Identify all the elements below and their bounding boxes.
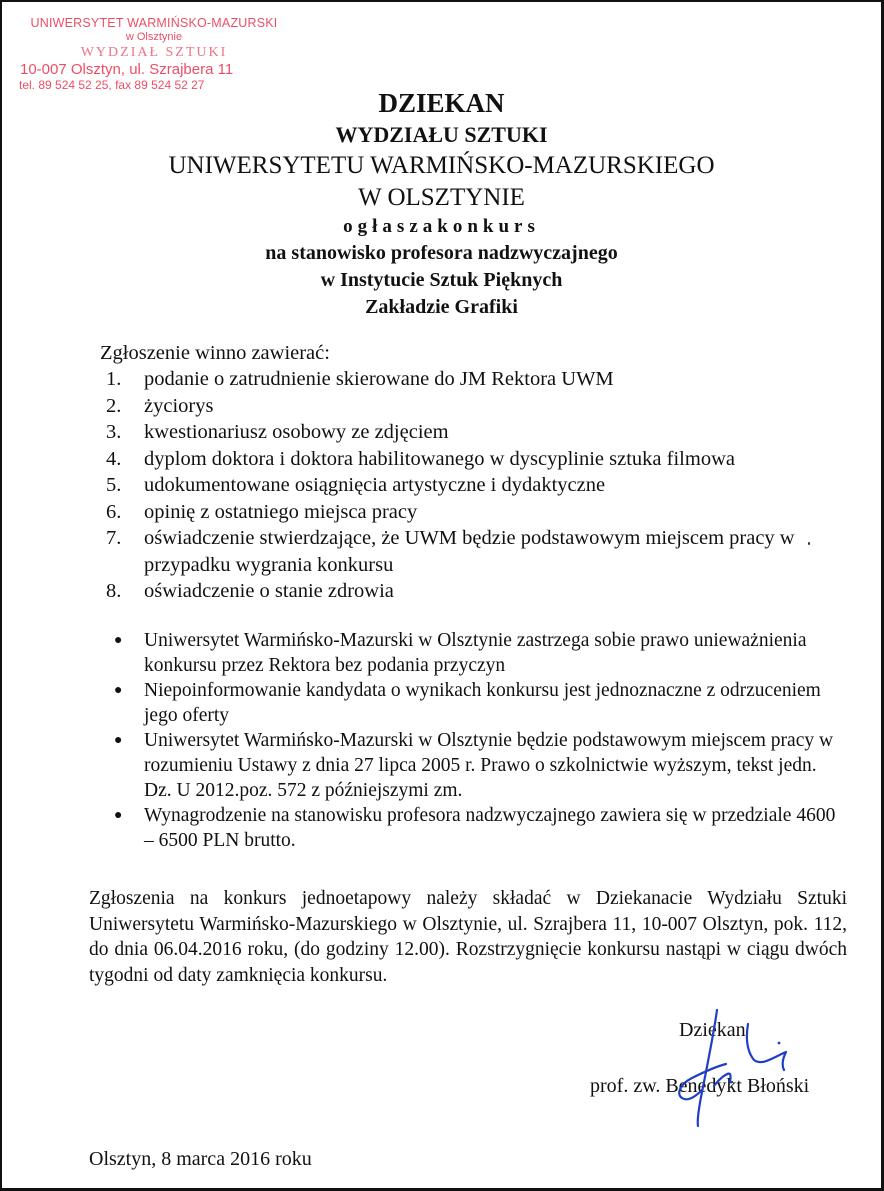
stamp-city: w Olsztynie [125, 31, 183, 43]
requirement-number: 7. [106, 527, 122, 549]
requirement-item [106, 472, 824, 499]
requirement-item [106, 499, 824, 526]
heading-announces: ogłaszakonkurs [343, 216, 540, 237]
requirement-number: 3. [106, 421, 122, 443]
requirement-number: 5. [106, 474, 122, 496]
condition-text: Uniwersytet Warmińsko-Mazurski w Olsztynie zastrzega sobie prawo unieważnienia konkursu przez Rektora bez podania przyczyn [144, 630, 807, 676]
requirement-text: podanie o zatrudnienie skierowane do JM Rektora UWM [144, 368, 614, 390]
heading-position: na stanowisko profesora nadzwyczajnego [265, 242, 618, 264]
bullet-icon: ● [114, 633, 123, 648]
heading-department: Zakładzie Grafiki [365, 296, 518, 318]
condition-item [114, 803, 844, 853]
requirements-intro: Zgłoszenie winno zawierać: [100, 342, 330, 364]
requirement-item [106, 525, 824, 578]
condition-item [114, 678, 844, 728]
requirement-number: 4. [106, 447, 122, 470]
heading-faculty: WYDZIAŁU SZTUKI [335, 122, 548, 147]
requirement-number: 8. [106, 580, 122, 602]
scan-speck [808, 542, 810, 545]
heading-title: DZIEKAN [378, 88, 505, 118]
condition-item [114, 628, 844, 678]
requirement-number: 1. [106, 368, 122, 390]
stamp-university: UNIWERSYTET WARMIŃSKO-MAZURSKI [30, 16, 278, 30]
condition-item [114, 728, 844, 803]
heading-institute: w Instytucie Sztuk Pięknych [320, 269, 563, 291]
bullet-icon: ● [114, 733, 123, 748]
requirement-number: 6. [106, 500, 122, 523]
requirement-text: opinię z ostatniego miejsca pracy [144, 500, 418, 523]
signatory-name: prof. zw. Benedykt Błoński [590, 1075, 810, 1097]
bullet-icon: ● [114, 683, 123, 698]
announcement-heading [2, 86, 881, 321]
requirement-item [106, 419, 824, 446]
submission-paragraph: Zgłoszenia na konkurs jednoetapowy należy składać w Dziekanacie Wydziału Sztuki Uniwersytetu Warmińsko-Mazurskiego w Olsztynie, ul. Szrajbera 11, 10-007 Olsztyn, pok. 112, do dnia 06.04.2016 roku, (do godziny 12.00). Rozstrzygnięcie konkursu nastąpi w ciągu dwóch tygodni od daty zamknięcia konkursu. [89, 888, 847, 986]
requirement-text: udokumentowane osiągnięcia artystyczne i dydaktyczne [144, 474, 606, 496]
faculty-stamp [16, 16, 292, 92]
condition-text: Niepoinformowanie kandydata o wynikach konkursu jest jednoznaczne z odrzuceniem jego oferty [144, 680, 821, 726]
document-date: Olsztyn, 8 marca 2016 roku [89, 1148, 312, 1170]
stamp-address: 10-007 Olsztyn, ul. Szrajbera 11 [20, 61, 234, 78]
signatory-title: Dziekan [679, 1019, 746, 1041]
requirement-text: kwestionariusz osobowy ze zdjęciem [144, 421, 449, 443]
requirement-text: dyplom doktora i doktora habilitowanego w dyscyplinie sztuka filmowa [144, 447, 735, 470]
ink-dot [778, 1042, 781, 1045]
heading-university: UNIWERSYTETU WARMIŃSKO-MAZURSKIEGO [168, 152, 715, 179]
requirement-item [106, 446, 824, 473]
requirements-list [106, 366, 824, 605]
condition-text: Uniwersytet Warmińsko-Mazurski w Olsztynie będzie podstawowym miejscem pracy w rozumieniu Ustawy z dnia 27 lipca 2005 r. Prawo o szkolnictwie wyższym, tekst jedn. Dz. U 2012.poz. 572 z późniejszymi zm. [144, 730, 834, 801]
stamp-faculty: WYDZIAŁ SZTUKI [80, 45, 228, 60]
requirement-number: 2. [106, 394, 122, 417]
condition-text: Wynagrodzenie na stanowisku profesora nadzwyczajnego zawiera się w przedziale 4600 – 6500 PLN brutto. [144, 805, 836, 851]
requirement-text: oświadczenie o stanie zdrowia [144, 580, 394, 602]
heading-city: W OLSZTYNIE [358, 184, 525, 211]
requirement-text: oświadczenie stwierdzające, że UWM będzie podstawowym miejscem pracy w przypadku wygrania konkursu [144, 527, 795, 576]
requirement-item [106, 366, 824, 393]
bullet-icon: ● [114, 808, 123, 823]
requirement-item [106, 578, 824, 605]
requirement-text: życiorys [144, 394, 214, 417]
stamp-phone: tel. 89 524 52 25, fax 89 524 52 27 [19, 78, 205, 92]
requirement-item [106, 393, 824, 420]
conditions-list [114, 628, 844, 853]
